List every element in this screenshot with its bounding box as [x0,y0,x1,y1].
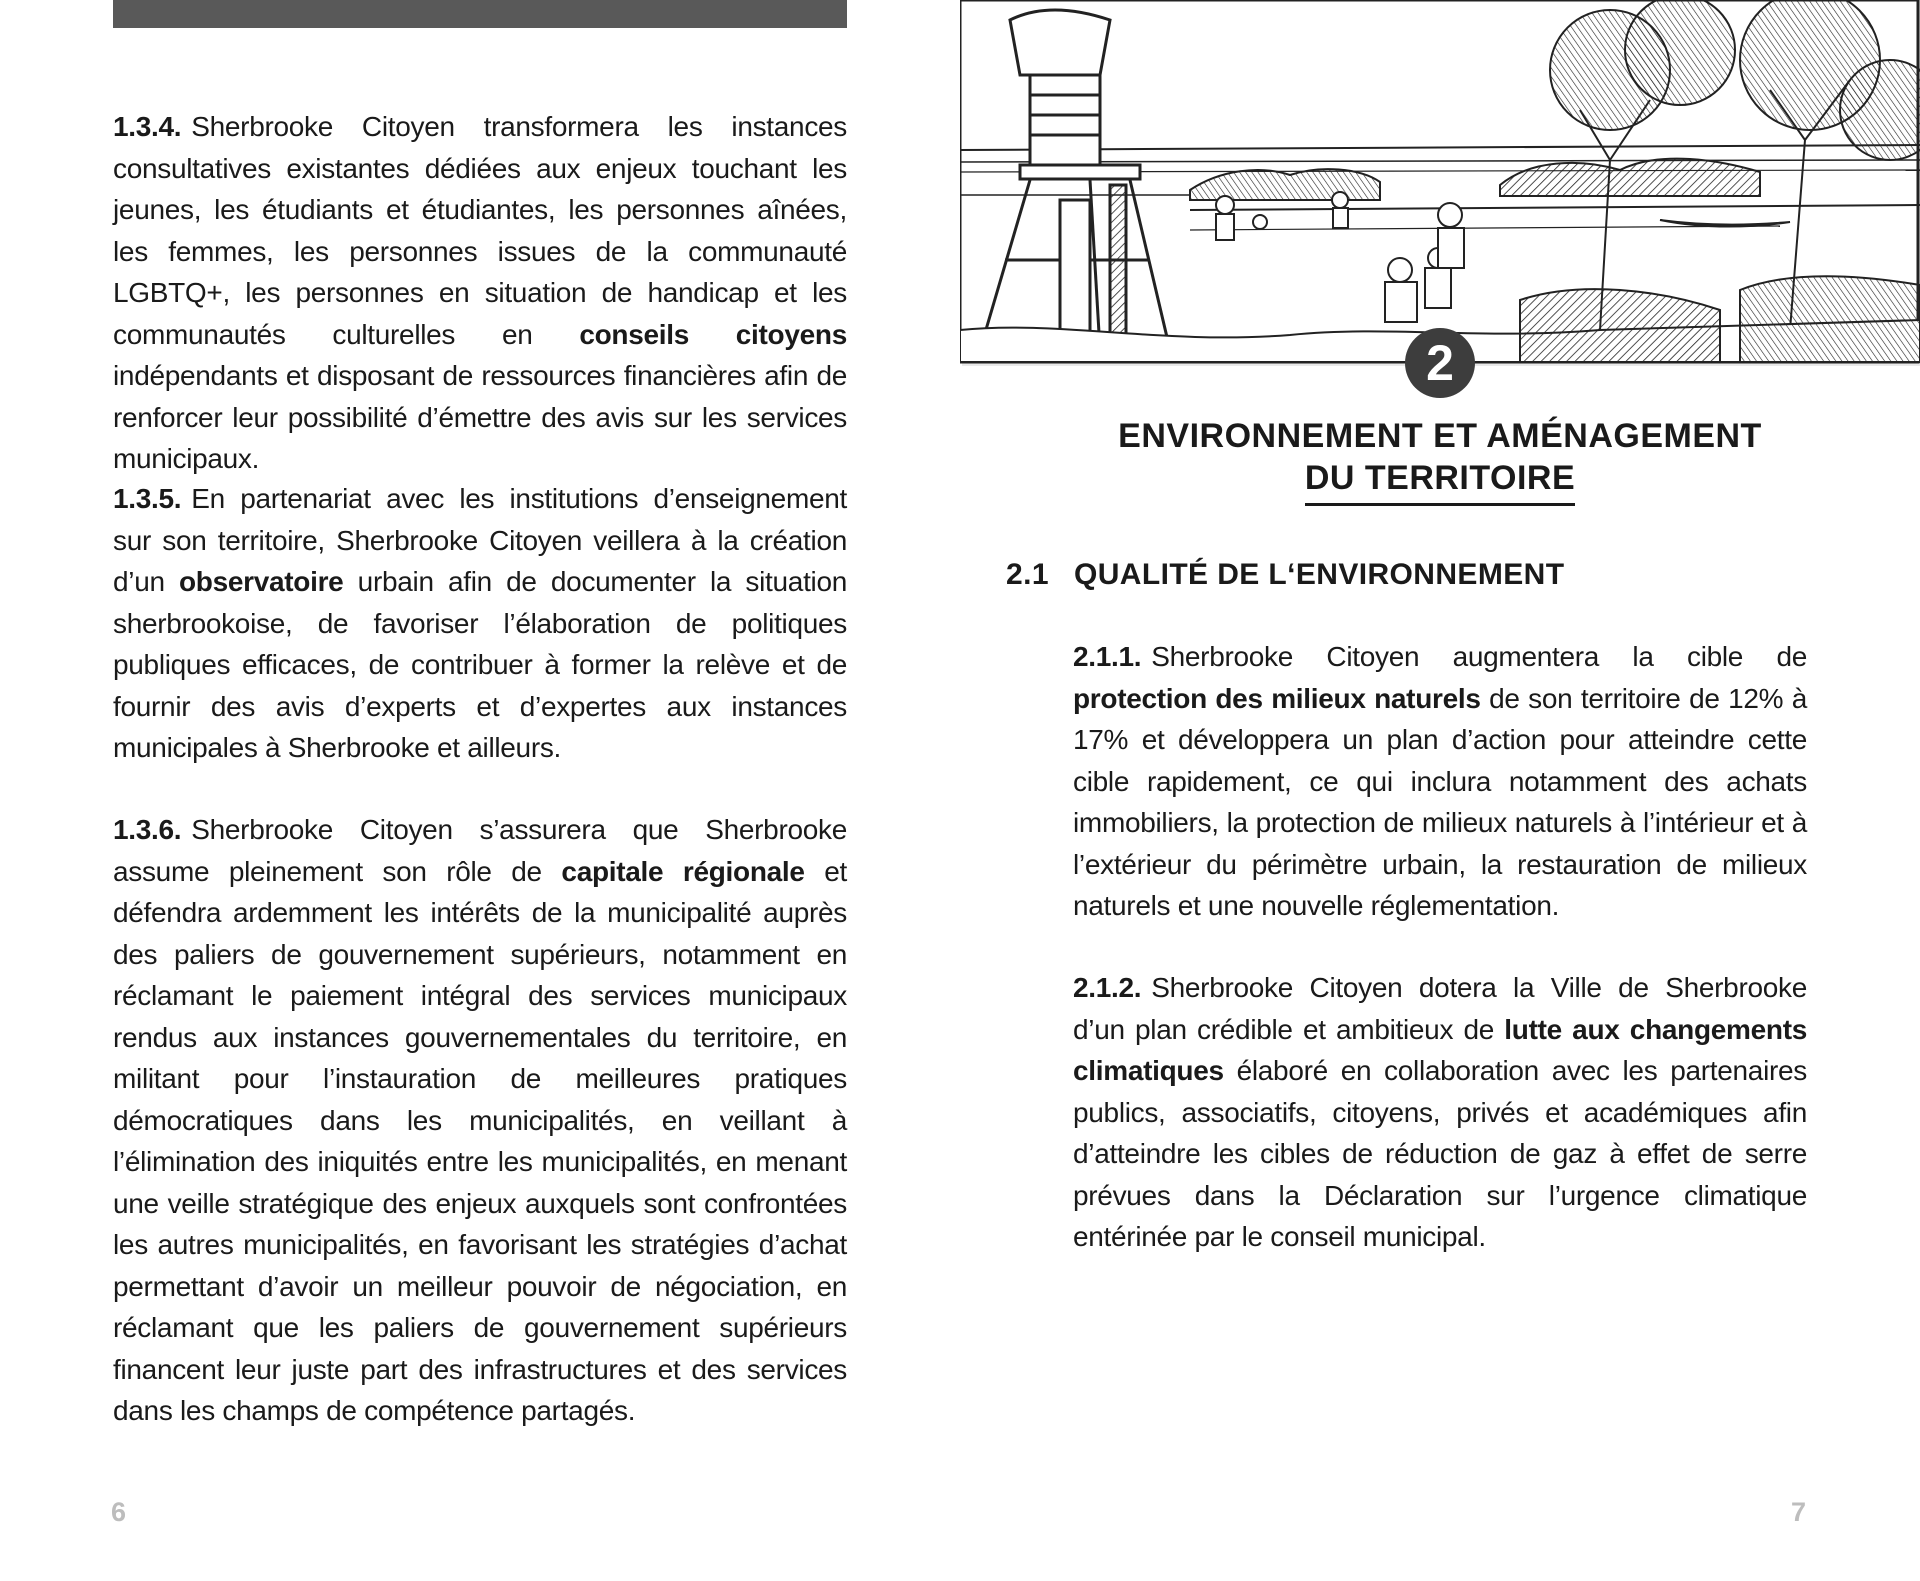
paragraph-1-3-4 [113,106,847,480]
page-number-right: 7 [1791,1497,1807,1527]
chapter-title [1040,415,1840,506]
paragraph-number: 1.3.4. [113,111,182,142]
section-heading [1006,558,1564,592]
paragraph-emphasis: conseils citoyens [579,318,847,350]
chapter-title-line2: DU TERRITOIRE [1305,457,1575,506]
chapter-number-badge: 2 [1405,328,1475,398]
chapter-title-line1: ENVIRONNEMENT ET AMÉNAGEMENT [1118,417,1762,455]
paragraph-text: Sherbrooke Citoyen augmentera la cible de [1151,641,1807,672]
paragraph-number: 1.3.6. [113,814,182,845]
paragraph-emphasis: lutte aux changements climatiques [1073,1013,1808,1086]
paragraph-number: 2.1.2. [1073,972,1142,1003]
paragraph-1-3-6 [113,809,847,1432]
paragraph-number: 1.3.5. [113,483,182,514]
paragraph-2-1-2 [1073,967,1807,1258]
paragraph-text: indépendants et disposant de ressources financières afin de renforcer leur possibilité d’émettre des avis sur les services municipaux. [113,360,847,474]
paragraph-2-1-1 [1073,636,1807,927]
page-number-left: 6 [111,1497,127,1527]
paragraph-text: Sherbrooke Citoyen dotera la Ville de Sherbrooke d’un plan crédible et ambitieux de [1073,972,1807,1045]
paragraph-text: urbain afin de documenter la situation sherbrookoise, de favoriser l’élaboration de politiques publiques efficaces, de contribuer à former la relève et de fournir des avis d’experts et d’expertes aux instances municipales à Sherbrooke et ailleurs. [113,566,848,763]
section-title: QUALITÉ DE L‘ENVIRONNEMENT [1074,558,1565,591]
paragraph-emphasis: protection des milieux naturels [1073,682,1481,714]
header-bar [113,0,847,28]
section-number: 2.1 [1006,558,1049,591]
paragraph-emphasis: capitale régionale [561,855,805,887]
paragraph-text: En partenariat avec les institutions d’enseignement sur son territoire, Sherbrooke Citoyen veillera à la création d’un [113,483,847,597]
paragraph-text: et défendra ardemment les intérêts de la municipalité auprès des paliers de gouvernement supérieurs, notamment en réclamant le paiement intégral des services municipaux rendus aux instances gouvernementales du territoire, en militant pour l’instauration de meilleures pratiques démocratiques dans les municipalités, en veillant à l’élimination des iniquités entre les municipalités, en menant une veille stratégique des enjeux auxquels sont confrontées les autres municipalités, en favorisant les stratégies d’achat permettant d’avoir un meilleur pouvoir de négociation, en réclamant que les paliers de gouvernement supérieurs financent leur juste part des infrastructures et des services dans les champs de compétence partagés. [113,855,848,1426]
paragraph-text: Sherbrooke Citoyen transformera les instances consultatives existantes dédiées aux enjeux touchant les jeunes, les étudiants et étudiantes, les personnes aînées, les femmes, les personnes issues de la communauté LGBTQ+, les personnes en situation de handicap et les communautés culturelles en [113,111,847,350]
paragraph-number: 2.1.1. [1073,641,1142,672]
paragraph-text: Sherbrooke Citoyen s’assurera que Sherbrooke assume pleinement son rôle de [113,814,847,887]
paragraph-1-3-5 [113,478,847,769]
paragraph-text: de son territoire de 12% à 17% et développera un plan d’action pour atteindre cette cible rapidement, ce qui inclura notamment des achats immobiliers, la protection de milieux naturels à l’intérieur et à l’extérieur du périmètre urbain, la restauration de milieux naturels et une nouvelle réglementation. [1073,682,1808,921]
paragraph-text: élaboré en collaboration avec les partenaires publics, associatifs, citoyens, privés et académiques afin d’atteindre les cibles de réduction de gaz à effet de serre prévues dans la Déclaration sur l’urgence climatique entérinée par le conseil municipal. [1073,1055,1807,1252]
paragraph-emphasis: observatoire [178,566,344,597]
